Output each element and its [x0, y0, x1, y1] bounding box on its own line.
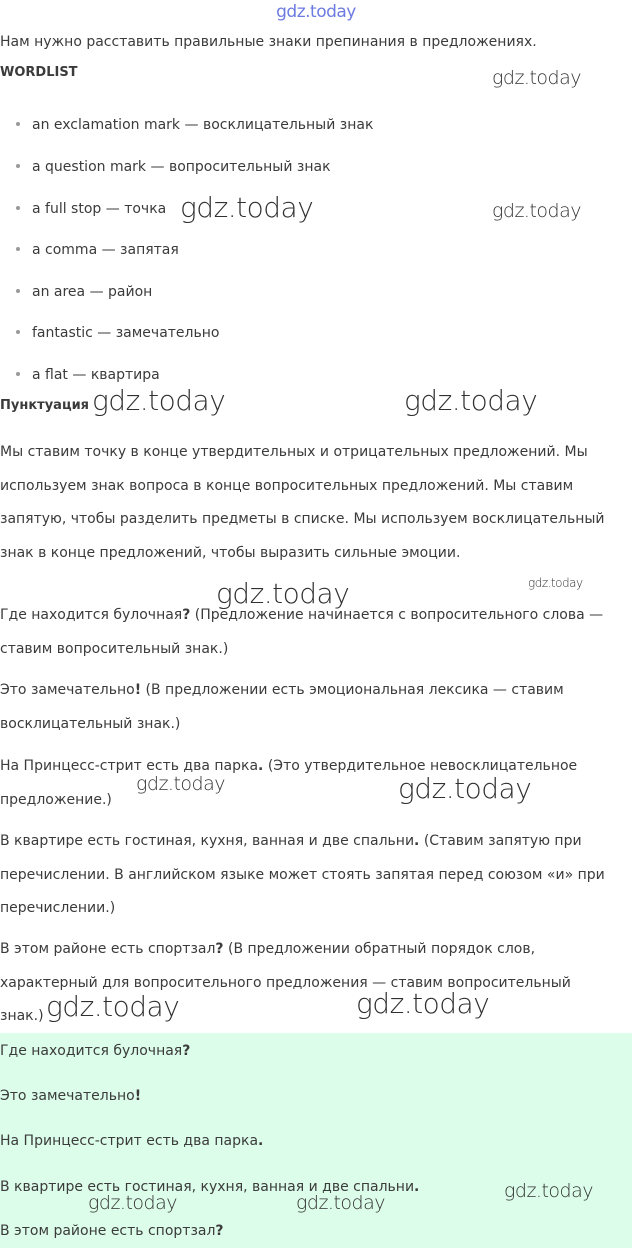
list-item — [16, 364, 160, 386]
watermark: gdz.today — [136, 773, 225, 795]
list-item — [16, 322, 219, 344]
answer-line: В этом районе есть спортзал? — [0, 1223, 224, 1239]
list-item — [16, 198, 166, 220]
watermark: gdz.today — [404, 384, 538, 417]
list-item-text: an exclamation mark — восклицательный знак — [32, 117, 374, 133]
bullet-icon — [16, 330, 20, 334]
bullet-icon — [16, 206, 20, 210]
answer-line: На Принцесс-стрит есть два парка. — [0, 1133, 264, 1149]
list-item-text: a flat — квартира — [32, 367, 160, 383]
list-item-text: a full stop — точка — [32, 201, 167, 217]
list-item-text: a comma — запятая — [32, 242, 179, 258]
example-sentence: В этом районе есть спортзал? (В предложении обратный порядок слов, характерный для вопросительного предложения — ставим вопросительный знак.) — [0, 941, 571, 1025]
punctuation-rule: Мы ставим точку в конце утвердительных и отрицательных предложений. Мы используем знак вопроса в конце вопросительных предложений. Мы ставим запятую, чтобы разделить предметы в списке. Мы используем восклицательный знак в конце предложений, чтобы выразить сильные эмоции. — [0, 444, 605, 561]
example-sentence: На Принцесс-стрит есть два парка. (Это утвердительное невосклицательное предложение.) — [0, 758, 578, 808]
intro-text: Нам нужно расставить правильные знаки препинания в предложениях. — [0, 34, 537, 50]
watermark: gdz.today — [398, 772, 532, 805]
bullet-icon — [16, 122, 20, 126]
punctuation-heading: Пунктуация — [0, 398, 90, 413]
answer-line: Где находится булочная? — [0, 1043, 191, 1059]
watermark: gdz.today — [46, 990, 180, 1023]
list-item — [16, 239, 179, 261]
list-item — [16, 281, 152, 303]
bullet-icon — [16, 289, 20, 293]
wordlist-heading: WORDLIST — [0, 65, 78, 80]
example-sentence: Где находится булочная? (Предложение начинается с вопросительного слова — ставим вопросительный знак.) — [0, 607, 604, 657]
watermark: gdz.today — [88, 1192, 177, 1214]
answer-line: В квартире есть гостиная, кухня, ванная и две спальни. — [0, 1179, 420, 1195]
list-item-text: fantastic — замечательно — [32, 325, 220, 341]
watermark: gdz.today — [528, 576, 583, 590]
watermark: gdz.today — [296, 1192, 385, 1214]
list-item — [16, 114, 373, 136]
watermark: gdz.today — [180, 191, 314, 224]
example-sentence: В квартире есть гостиная, кухня, ванная и две спальни. (Ставим запятую при перечислении. В английском языке может стоять запятая перед союзом «и» при перечислении.) — [0, 833, 605, 917]
list-item-text: an area — район — [32, 284, 153, 300]
watermark: gdz.today — [216, 577, 350, 610]
answers-box — [0, 1033, 632, 1248]
bullet-icon — [16, 372, 20, 376]
list-item — [16, 156, 331, 178]
watermark: gdz.today — [492, 67, 581, 89]
bullet-icon — [16, 164, 20, 168]
bullet-icon — [16, 247, 20, 251]
answer-line: Это замечательно! — [0, 1088, 142, 1104]
watermark: gdz.today — [492, 200, 581, 222]
watermark: gdz.today — [356, 987, 490, 1020]
list-item-text: a question mark — вопросительный знак — [32, 159, 331, 175]
watermark: gdz.today — [92, 384, 226, 417]
site-logo[interactable]: gdz.today — [276, 2, 356, 22]
watermark: gdz.today — [504, 1180, 593, 1202]
example-sentence: Это замечательно! (В предложении есть эмоциональная лексика — ставим восклицательный знак.) — [0, 682, 564, 732]
